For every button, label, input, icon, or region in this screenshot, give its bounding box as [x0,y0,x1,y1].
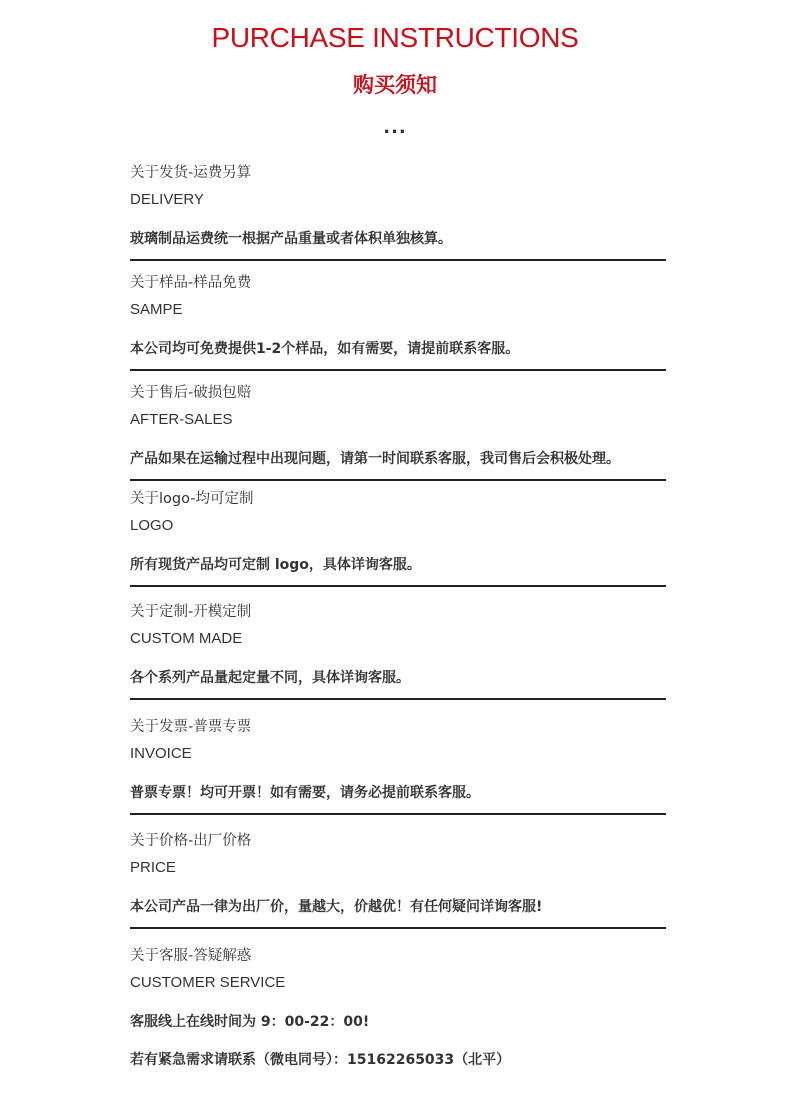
divider [130,369,666,371]
section-text: 玻璃制品运费统一根据产品重量或者体积单独核算。 [130,231,452,247]
section-title: 关于发货-运费另算 [130,165,252,181]
divider [130,927,666,929]
ellipsis-separator: ... [383,117,407,138]
section-label-en: PRICE [130,859,176,876]
section-title: 关于定制-开模定制 [130,604,252,620]
section-label-en: AFTER-SALES [130,411,233,428]
section-text: 各个系列产品量起定量不同，具体详询客服。 [130,670,410,686]
section-label-en: CUSTOM MADE [130,630,243,647]
section-text: 产品如果在运输过程中出现问题，请第一时间联系客服，我司售后会积极处理。 [130,451,620,467]
divider [130,698,666,700]
section-text: 所有现货产品均可定制 logo，具体详询客服。 [130,557,421,573]
section-label-en: INVOICE [130,745,192,762]
section-title: 关于价格-出厂价格 [130,833,252,849]
section-label-en: DELIVERY [130,191,204,208]
divider [130,813,666,815]
section-text: 客服线上在线时间为 9：00-22：00! [130,1014,370,1030]
divider [130,259,666,261]
divider [130,585,666,587]
section-title: 关于样品-样品免费 [130,275,252,291]
section-label-en: CUSTOMER SERVICE [130,974,286,991]
section-text: 本公司均可免费提供1-2个样品，如有需要，请提前联系客服。 [130,341,520,357]
page-title-zh: 购买须知 [353,73,437,97]
section-label-en: SAMPE [130,301,183,318]
section-title: 关于发票-普票专票 [130,719,252,735]
section-contact-text: 若有紧急需求请联系（微电同号）：15162265033（北平） [130,1052,511,1068]
page-title-en: PURCHASE INSTRUCTIONS [211,22,579,53]
section-title: 关于客服-答疑解惑 [130,948,252,964]
section-text: 本公司产品一律为出厂价，量越大，价越优！有任何疑问详询客服! [130,899,543,915]
divider [130,479,666,481]
section-text: 普票专票！均可开票！如有需要，请务必提前联系客服。 [130,785,480,801]
section-label-en: LOGO [130,517,174,534]
section-title: 关于logo-均可定制 [130,491,254,507]
section-title: 关于售后-破损包赔 [130,385,252,401]
